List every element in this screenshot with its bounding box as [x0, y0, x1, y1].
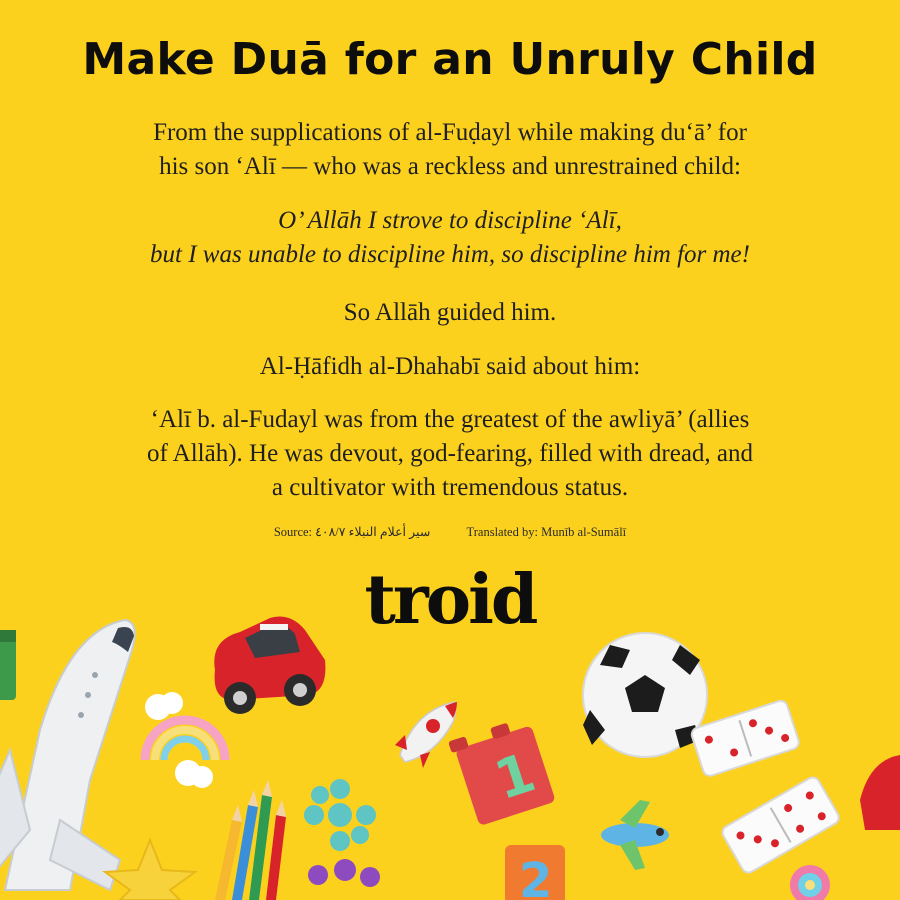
dhahabi-statement [40, 403, 860, 505]
intro-text [40, 116, 860, 184]
svg-text:1: 1 [487, 740, 543, 813]
quote-line: but I was unable to discipline him, so discipline him for me! [150, 241, 750, 268]
source-line [0, 524, 900, 540]
intro-line: From the supplications of al-Fuḍayl while making du‘ā’ for [153, 119, 747, 146]
toy-plane-icon [601, 800, 669, 870]
statement-line: of Allāh). He was devout, god-fearing, filled with dread, and [146, 440, 754, 467]
quote-line: O’ Allāh I strove to discipline ‘Alī, [278, 207, 622, 234]
svg-text:2: 2 [519, 853, 553, 900]
soccer-ball-icon [583, 633, 707, 757]
rocket-icon [395, 702, 457, 768]
domino-icon [720, 775, 841, 875]
rainbow-icon [145, 692, 225, 788]
pencils-icon [215, 780, 286, 900]
attribution-text: Al-Ḥāfidh al-Dhahabī said about him: [259, 353, 641, 380]
airplane-icon [0, 620, 135, 890]
intro-line: his son ‘Alī — who was a reckless and unrestrained child: [159, 153, 741, 180]
supplication-quote [40, 204, 860, 272]
troid-logo: troid [364, 560, 536, 640]
green-block-icon [0, 630, 16, 700]
red-toy-icon [860, 755, 900, 830]
number-block-icon [448, 716, 556, 828]
statement-line: ‘Alī b. al-Fudayl was from the greatest of the awliyā’ (allies [150, 406, 750, 433]
domino-icon [690, 699, 801, 777]
connector-toy-icon [304, 779, 380, 887]
outcome-text: So Allāh guided him. [343, 299, 557, 326]
translator-credit: Translated by: Munīb al-Sumālī [466, 525, 627, 539]
star-icon [105, 840, 195, 900]
page-title: Make Duā for an Unruly Child [82, 34, 818, 85]
lollipop-icon [790, 865, 830, 900]
number-block-icon [505, 845, 565, 900]
statement-line: a cultivator with tremendous status. [271, 474, 629, 501]
source-label: Source: [273, 525, 313, 539]
source-reference: سير أعلام النبلاء ٤٠٨/٧ [315, 525, 431, 539]
